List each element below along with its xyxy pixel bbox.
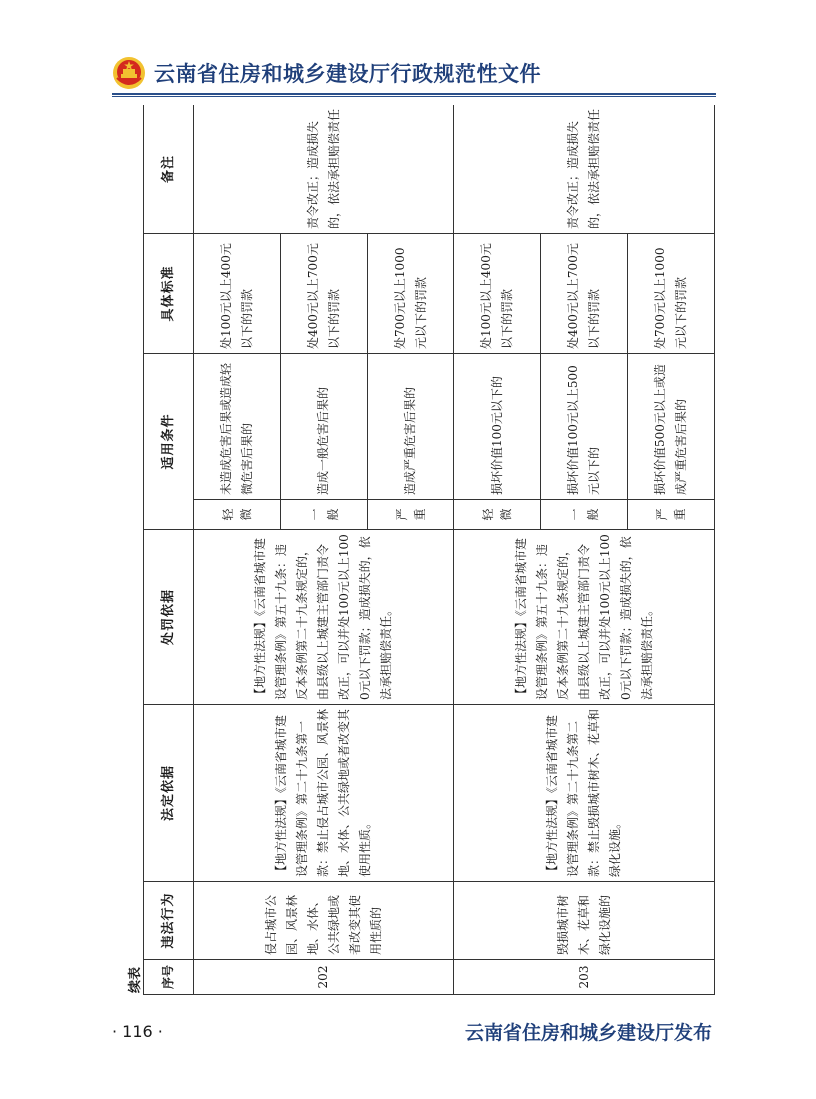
severity-level: 一般 <box>541 500 628 530</box>
rotated-table-region <box>125 105 715 995</box>
severity-level: 严重 <box>628 500 715 530</box>
penalty-standard: 处100元以上400元以下的罚款 <box>454 233 541 353</box>
severity-condition: 损坏价值500元以上或造成严重危害后果的 <box>628 353 715 499</box>
severity-condition: 造成严重危害后果的 <box>367 353 454 499</box>
col-header-remarks: 备注 <box>144 105 194 233</box>
page-header <box>112 52 712 96</box>
penalty-standard: 处400元以上700元以下的罚款 <box>280 233 367 353</box>
penalty-discretion-table <box>143 105 715 995</box>
page-number: · 116 · <box>112 1022 163 1041</box>
header-divider <box>112 93 716 95</box>
severity-condition: 损坏价值100元以下的 <box>454 353 541 499</box>
severity-condition: 损坏价值100元以上500元以下的 <box>541 353 628 499</box>
continued-table-label: 续表 <box>128 966 143 993</box>
severity-level: 轻微 <box>454 500 541 530</box>
row-legal-basis: 【地方性法规】《云南省城市建设管理条例》第二十九条第一款：禁止侵占城市公园、风景林地、水体、公共绿地或者改变其使用性质。 <box>194 705 454 882</box>
header-divider-thin <box>112 96 716 97</box>
table-row <box>454 105 541 995</box>
row-legal-basis: 【地方性法规】《云南省城市建设管理条例》第二十九条第二款：禁止毁损城市树木、花草和绿化设施。 <box>454 705 715 882</box>
row-penalty-basis: 【地方性法规】《云南省城市建设管理条例》第五十九条：违反本条例第二十九条规定的，由县级以上城建主管部门责令改正，可以并处100元以上1000元以下罚款；造成损失的，依法承担赔偿责任。 <box>194 530 454 705</box>
table-row <box>194 105 281 995</box>
col-header-penalty-basis: 处罚依据 <box>144 530 194 705</box>
col-header-seq: 序号 <box>144 960 194 995</box>
row-seq: 203 <box>454 960 715 995</box>
col-header-legal-basis: 法定依据 <box>144 705 194 882</box>
severity-level: 严重 <box>367 500 454 530</box>
row-penalty-basis: 【地方性法规】《云南省城市建设管理条例》第五十九条：违反本条例第二十九条规定的，由县级以上城建主管部门责令改正，可以并处100元以上1000元以下罚款；造成损失的，依法承担赔偿责任。 <box>454 530 715 705</box>
row-violation: 毁损城市树木、花草和绿化设施的 <box>454 882 715 960</box>
publisher-label: 云南省住房和城乡建设厅发布 <box>464 1022 712 1044</box>
row-seq: 202 <box>194 960 454 995</box>
row-violation: 侵占城市公园、风景林地、水体、公共绿地或者改变其使用性质的 <box>194 882 454 960</box>
severity-level: 轻微 <box>194 500 281 530</box>
table-header-row <box>144 105 194 995</box>
penalty-standard: 处400元以上700元以下的罚款 <box>541 233 628 353</box>
severity-condition: 未造成危害后果或造成轻微危害后果的 <box>194 353 281 499</box>
document-series-title: 云南省住房和城乡建设厅行政规范性文件 <box>154 62 541 86</box>
col-header-conditions: 适用条件 <box>144 353 194 529</box>
penalty-standard: 处100元以上400元以下的罚款 <box>194 233 281 353</box>
penalty-standard: 处700元以上1000元以下的罚款 <box>367 233 454 353</box>
row-remarks: 责令改正；造成损失的，依法承担赔偿责任 <box>454 105 715 233</box>
col-header-violation: 违法行为 <box>144 882 194 960</box>
penalty-standard: 处700元以上1000元以下的罚款 <box>628 233 715 353</box>
row-remarks: 责令改正；造成损失的，依法承担赔偿责任 <box>194 105 454 233</box>
table-container <box>125 105 715 995</box>
severity-level: 一般 <box>280 500 367 530</box>
severity-condition: 造成一般危害后果的 <box>280 353 367 499</box>
col-header-standard: 具体标准 <box>144 233 194 353</box>
national-emblem-icon <box>112 56 146 90</box>
